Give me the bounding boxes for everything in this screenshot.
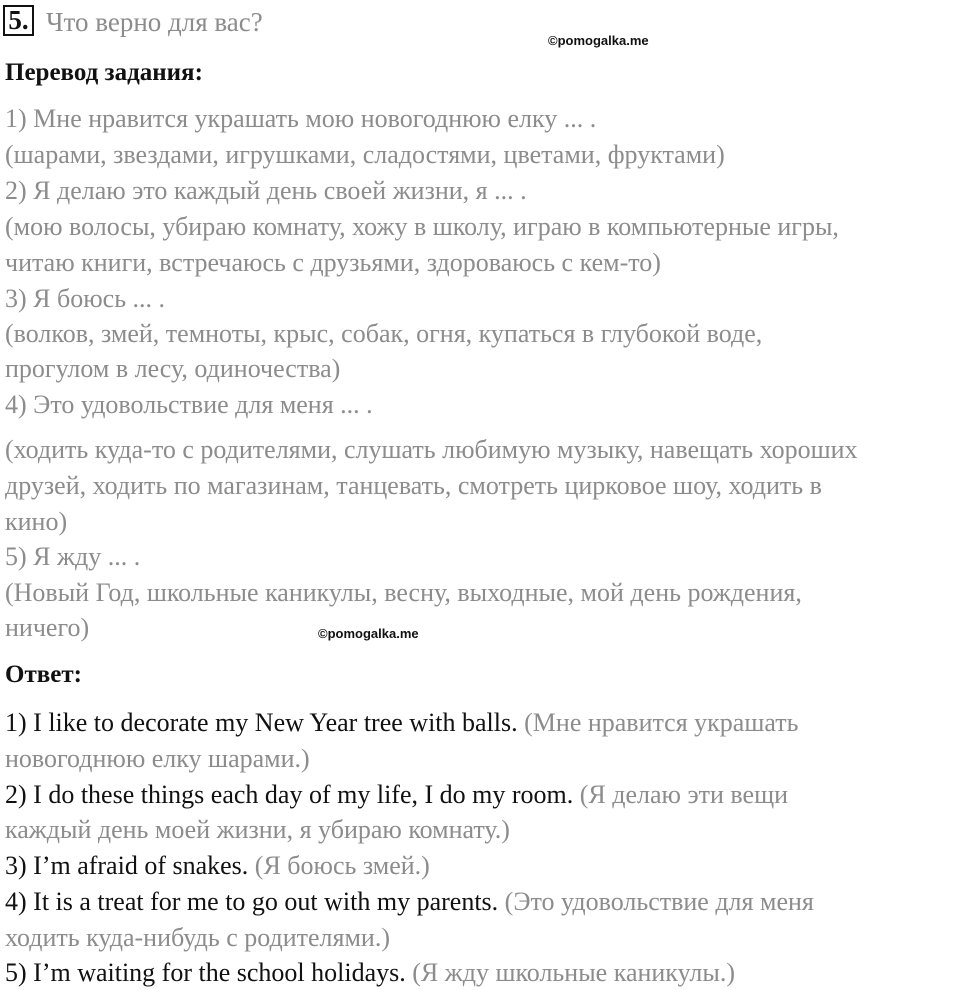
translation-line: ничего) <box>5 613 90 642</box>
answer-line <box>5 886 814 918</box>
task-title: Что верно для вас? <box>46 7 263 37</box>
translation-line: читаю книги, встречаюсь с друзьями, здороваюсь с кем-то) <box>5 248 661 277</box>
translation-heading: Перевод задания: <box>5 59 203 86</box>
answer-heading: Ответ: <box>5 661 82 688</box>
translation-line: друзей, ходить по магазинам, танцевать, смотреть цирковое шоу, ходить в <box>5 471 822 500</box>
answer-english: 5) I’m waiting for the school holidays. <box>5 958 406 987</box>
answer-russian: (Я боюсь змей.) <box>254 851 430 880</box>
answer-line <box>5 850 430 882</box>
answer-russian-continued: ходить куда-нибудь с родителями.) <box>5 923 390 952</box>
answer-russian-continued: новогоднюю елку шарами.) <box>5 744 310 773</box>
translation-line: 2) Я делаю это каждый день своей жизни, я ... . <box>5 176 527 205</box>
task-number-box: 5. <box>3 5 34 36</box>
answer-russian: (Я жду школьные каникулы.) <box>412 958 736 987</box>
answer-russian: (Мне нравится украшать <box>524 708 799 737</box>
translation-line: (шарами, звездами, игрушками, сладостями, цветами, фруктами) <box>5 140 725 169</box>
translation-line: 4) Это удовольствие для меня ... . <box>5 390 373 419</box>
answer-english: 3) I’m afraid of snakes. <box>5 851 249 880</box>
translation-line: кино) <box>5 507 68 536</box>
watermark-top: ©pomogalka.me <box>548 33 649 48</box>
answer-english: 2) I do these things each day of my life, I do my room. <box>5 780 574 809</box>
translation-line: (Новый Год, школьные каникулы, весну, выходные, мой день рождения, <box>5 578 802 607</box>
answer-line <box>5 707 798 739</box>
translation-line: 1) Мне нравится украшать мою новогоднюю елку ... . <box>5 104 597 133</box>
answer-english: 1) I like to decorate my New Year tree with balls. <box>5 708 518 737</box>
answer-english: 4) It is a treat for me to go out with my parents. <box>5 887 499 916</box>
translation-line: (ходить куда-то с родителями, слушать любимую музыку, навещать хороших <box>5 435 858 464</box>
answer-russian: (Я делаю эти вещи <box>579 780 789 809</box>
answer-line <box>5 957 735 989</box>
translation-line: 5) Я жду ... . <box>5 542 141 571</box>
answer-russian-continued: каждый день моей жизни, я убираю комнату.) <box>5 815 510 844</box>
watermark-middle: ©pomogalka.me <box>318 626 419 641</box>
answer-russian: (Это удовольствие для меня <box>504 887 814 916</box>
translation-line: (волков, змей, темноты, крыс, собак, огня, купаться в глубокой воде, <box>5 319 763 348</box>
translation-line: прогулом в лесу, одиночества) <box>5 354 341 383</box>
translation-line: 3) Я боюсь ... . <box>5 284 166 313</box>
answer-line <box>5 779 788 811</box>
translation-line: (мою волосы, убираю комнату, хожу в школу, играю в компьютерные игры, <box>5 212 839 241</box>
